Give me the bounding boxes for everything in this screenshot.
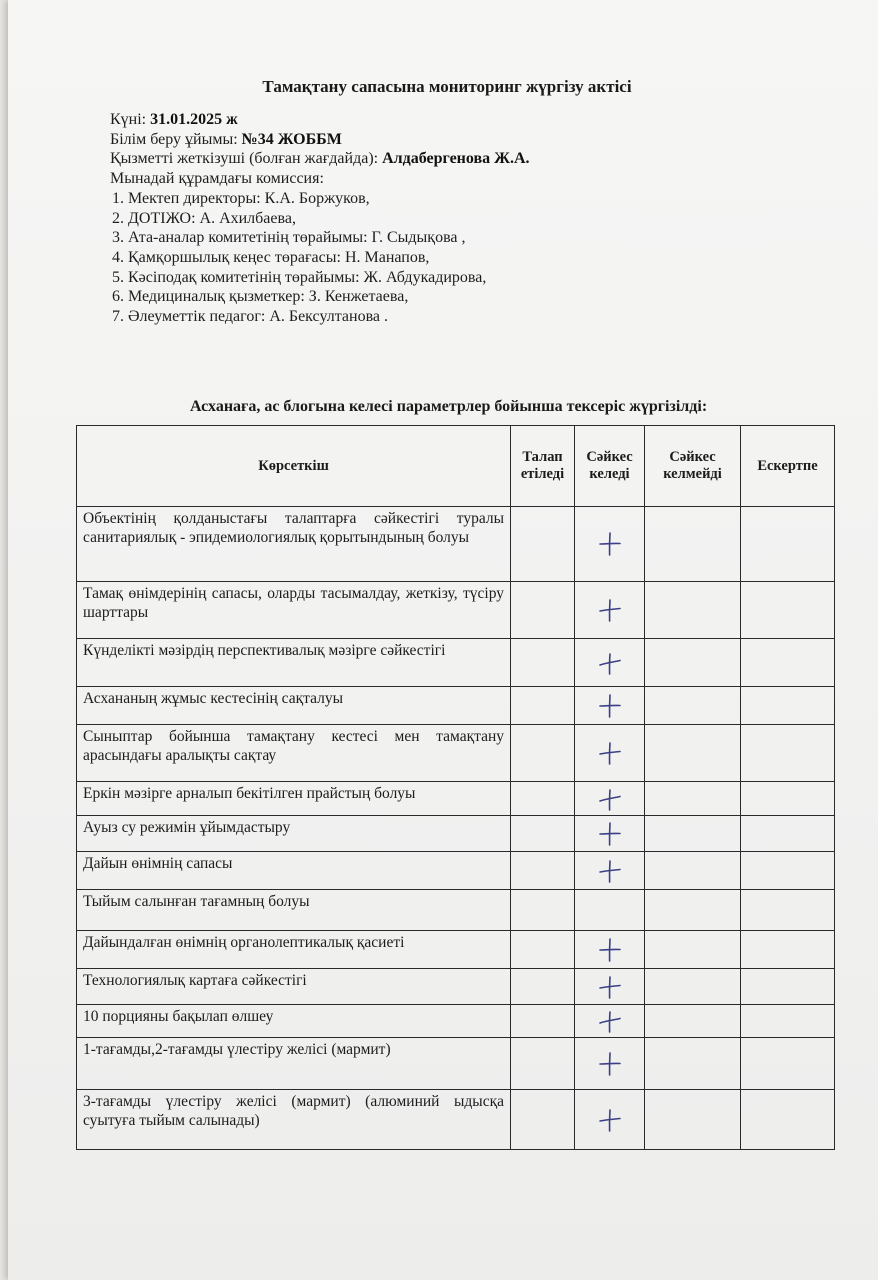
required-cell [511,725,575,782]
document-header [110,110,530,327]
date-value: 31.01.2025 ж [150,111,238,128]
header-required: Талап етіледі [511,426,575,507]
table-row [77,890,835,931]
compliant-cell [575,1038,645,1090]
note-cell [741,639,835,687]
indicator-cell: Тыйым салынған тағамның болуы [77,890,511,931]
noncompliant-cell [645,782,741,816]
provider-value: Алдабергенова Ж.А. [382,150,530,168]
required-cell [511,1038,575,1090]
note-cell [741,725,835,782]
org-value: №34 ЖОББМ [241,130,342,148]
noncompliant-cell [645,890,741,931]
document-title: Тамақтану сапасына мониторинг жүргізу актісі [262,77,632,96]
required-cell [511,969,575,1005]
header-indicator: Көрсеткіш [77,426,511,507]
note-cell [741,782,835,816]
table-row [77,725,835,782]
compliant-cell [575,890,645,931]
compliant-cell [575,639,645,687]
noncompliant-cell [645,725,741,782]
handwritten-plus-icon [597,937,623,963]
table-row [77,782,835,816]
provider-label: Қызметті жеткізуші (болған жағдайда): [110,150,383,168]
handwritten-plus-icon [597,650,623,676]
commission-label: Мынадай құрамдағы комиссия: [110,170,324,188]
compliant-cell [575,782,645,816]
compliant-cell [575,1005,645,1038]
required-cell [511,582,575,639]
noncompliant-cell [645,507,741,582]
compliant-cell [575,969,645,1005]
indicator-cell: Дайындалған өнімнің органолептикалық қасиеті [77,931,511,969]
required-cell [511,816,575,852]
note-cell [741,582,835,639]
compliant-cell [575,852,645,890]
table-header-row [77,426,835,507]
required-cell [511,639,575,687]
table-row [77,1038,835,1090]
indicator-cell: Еркін мәзірге арналып бекітілген прайстың болуы [77,782,511,816]
required-cell [511,1090,575,1150]
indicator-cell: Ауыз су режимін ұйымдастыру [77,816,511,852]
note-cell [741,1038,835,1090]
note-cell [741,969,835,1005]
noncompliant-cell [645,639,741,687]
note-cell [741,1090,835,1150]
commission-member: 6. Медициналық қызметкер: З. Кенжетаева, [112,288,409,306]
handwritten-plus-icon [597,1051,623,1077]
compliant-cell [575,725,645,782]
table-row [77,582,835,639]
org-label: Білім беру ұйымы: [110,130,242,148]
header-compliant: Сәйкес келеді [575,426,645,507]
handwritten-plus-icon [597,531,623,557]
table-row [77,852,835,890]
noncompliant-cell [645,852,741,890]
commission-member: 5. Кәсіподақ комитетінің төрайымы: Ж. Абдукадирова, [112,268,487,286]
note-cell [741,507,835,582]
compliant-cell [575,582,645,639]
table-row [77,1090,835,1150]
handwritten-plus-icon [597,974,623,1000]
required-cell [511,782,575,816]
indicator-cell: 3-тағамды үлестіру желісі (мармит) (алюминий ыдысқа суытуға тыйым салынады) [77,1090,511,1150]
note-cell [741,890,835,931]
noncompliant-cell [645,582,741,639]
handwritten-plus-icon [597,693,623,719]
note-cell [741,931,835,969]
handwritten-plus-icon [597,597,623,623]
required-cell [511,931,575,969]
date-line [110,110,530,130]
indicator-cell: Объектінің қолданыстағы талаптарға сәйкестігі туралы санитариялық - эпидемиологиялық қорытындының болуы [77,507,511,582]
note-cell [741,816,835,852]
inspection-table [76,425,835,1150]
org-line [110,130,530,150]
indicator-cell: 1-тағамды,2-тағамды үлестіру желісі (мармит) [77,1038,511,1090]
provider-line [110,149,530,169]
noncompliant-cell [645,1005,741,1038]
handwritten-plus-icon [597,1008,623,1034]
table-row [77,816,835,852]
noncompliant-cell [645,1038,741,1090]
indicator-cell: Сыныптар бойынша тамақтану кестесі мен тамақтану арасындағы аралықты сақтау [77,725,511,782]
note-cell [741,687,835,725]
handwritten-plus-icon [597,740,623,766]
commission-member: 7. Әлеуметтік педагог: А. Бексултанова . [112,308,389,326]
indicator-cell: 10 порцияны бақылап өлшеу [77,1005,511,1038]
required-cell [511,507,575,582]
noncompliant-cell [645,931,741,969]
commission-member: 1. Мектеп директоры: К.А. Боржуков, [112,189,370,207]
noncompliant-cell [645,816,741,852]
required-cell [511,1005,575,1038]
indicator-cell: Асхананың жұмыс кестесінің сақталуы [77,687,511,725]
header-noncompliant: Сәйкес келмейді [645,426,741,507]
indicator-cell: Дайын өнімнің сапасы [77,852,511,890]
indicator-cell: Технологиялық картаға сәйкестігі [77,969,511,1005]
table-row [77,639,835,687]
compliant-cell [575,687,645,725]
date-label: Күні: [110,111,151,128]
inspection-subtitle: Асханаға, ас блогына келесі параметрлер бойынша тексеріс жүргізілді: [190,398,708,415]
handwritten-plus-icon [597,786,623,812]
handwritten-plus-icon [597,1107,623,1133]
compliant-cell [575,931,645,969]
table-row [77,1005,835,1038]
table-row [77,931,835,969]
noncompliant-cell [645,1090,741,1150]
header-note: Ескертпе [741,426,835,507]
indicator-cell: Күнделікті мәзірдің перспективалық мәзірге сәйкестігі [77,639,511,687]
note-cell [741,852,835,890]
table-row [77,969,835,1005]
required-cell [511,687,575,725]
indicator-cell: Тамақ өнімдерінің сапасы, оларды тасымалдау, жеткізу, түсіру шарттары [77,582,511,639]
commission-member: 3. Ата-аналар комитетінің төрайымы: Г. Сыдықова , [112,229,466,247]
compliant-cell [575,816,645,852]
handwritten-plus-icon [597,821,623,847]
commission-member: 4. Қамқоршылық кеңес төрағасы: Н. Манапов, [112,248,430,266]
required-cell [511,890,575,931]
table-row [77,687,835,725]
commission-member: 2. ДОТІЖО: А. Ахилбаева, [112,209,296,227]
noncompliant-cell [645,969,741,1005]
handwritten-plus-icon [597,858,623,884]
compliant-cell [575,1090,645,1150]
table-row [77,507,835,582]
noncompliant-cell [645,687,741,725]
note-cell [741,1005,835,1038]
compliant-cell [575,507,645,582]
required-cell [511,852,575,890]
